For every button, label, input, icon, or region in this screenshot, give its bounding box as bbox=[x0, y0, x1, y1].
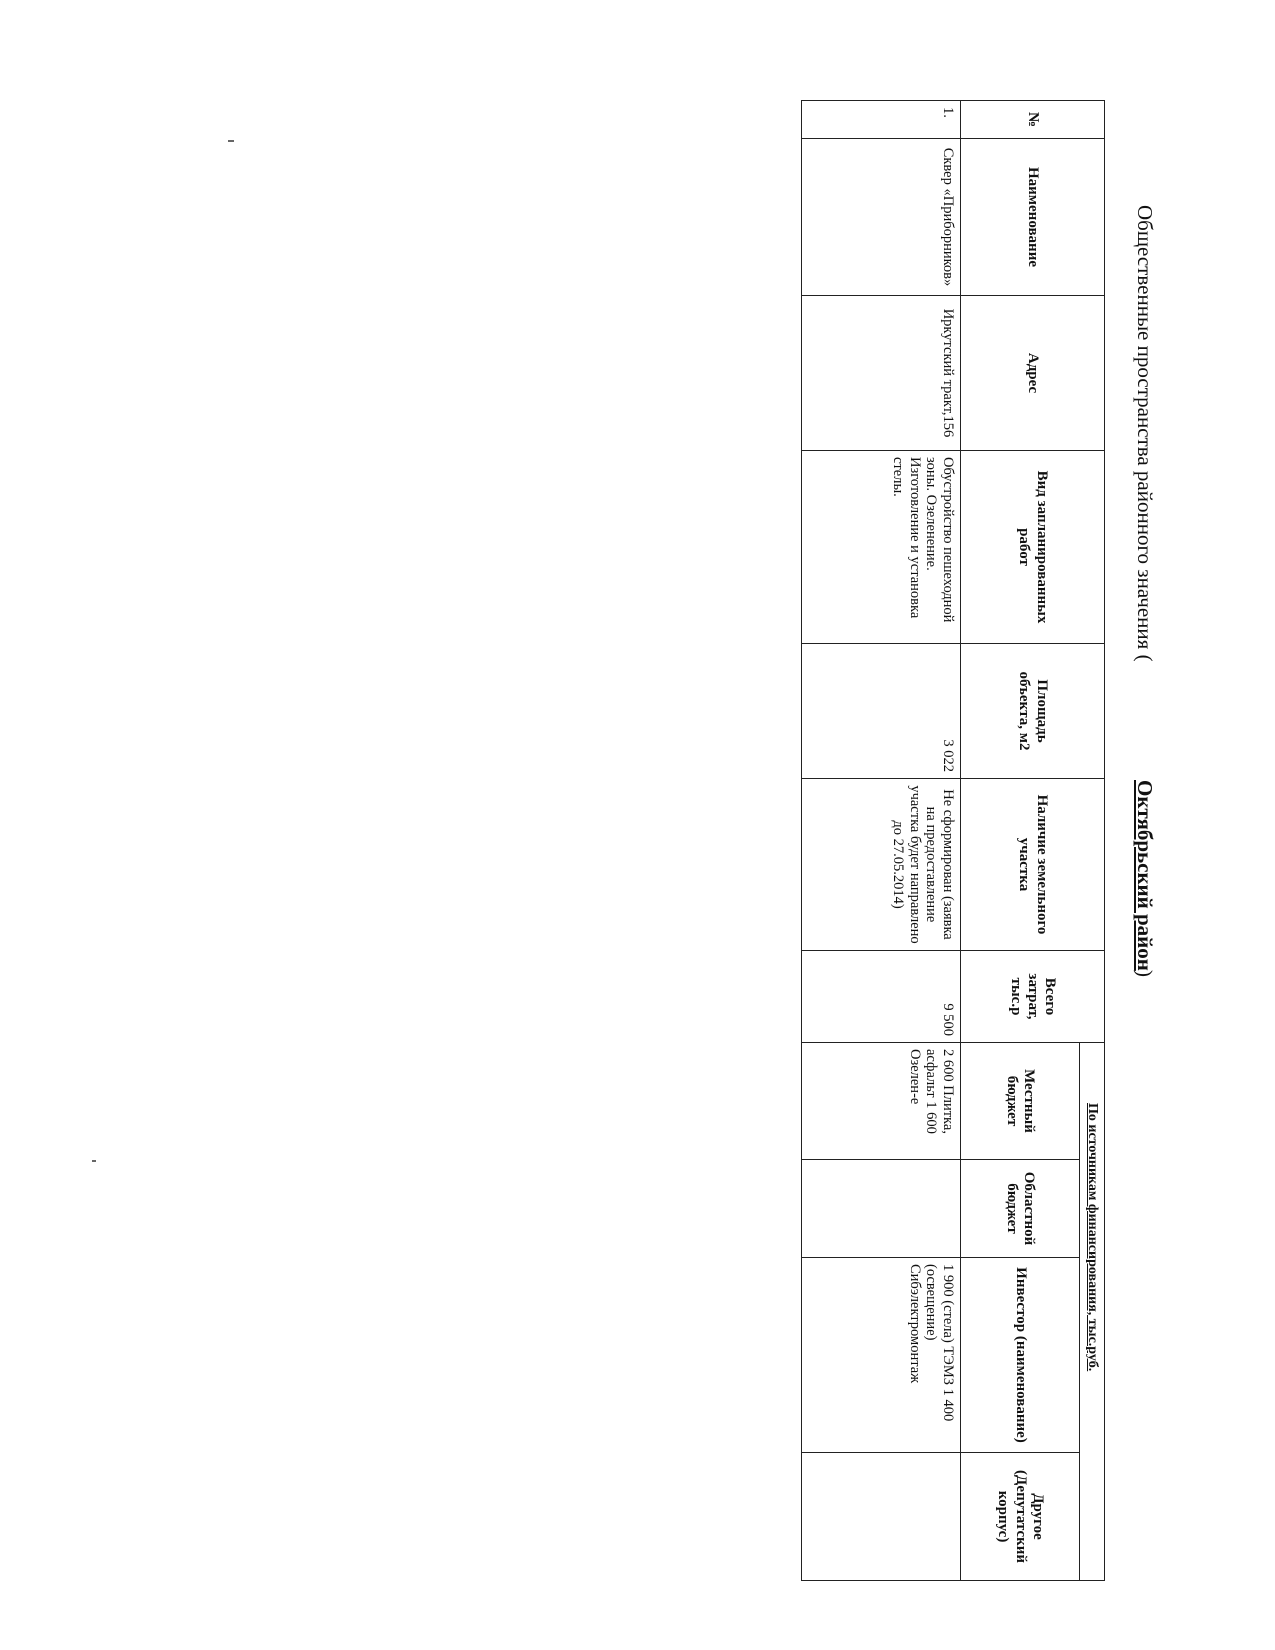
cell-regional bbox=[801, 1160, 960, 1258]
cell-land: Не сформирован (заявка на предоставление участка будет направлено до 27.05.2014) bbox=[801, 779, 960, 951]
header-address: Адрес bbox=[960, 296, 1104, 451]
cell-local: 2 600 Плитка, асфальт 1 600 Озелен-е bbox=[801, 1043, 960, 1160]
cell-total: 9 500 bbox=[801, 951, 960, 1043]
title-district: Октябрьский район bbox=[1133, 780, 1157, 971]
title-main: Общественные пространства районного значения ( bbox=[1133, 205, 1157, 662]
header-row-1 bbox=[1079, 101, 1104, 1581]
header-land: Наличие земельного участка bbox=[960, 779, 1104, 951]
objects-table bbox=[801, 100, 1105, 1581]
cell-address: Иркутский тракт,156 bbox=[801, 296, 960, 451]
cell-name: Сквер «Приборников» bbox=[801, 139, 960, 296]
header-other: Другое (Депутатский корпус) bbox=[960, 1453, 1079, 1581]
header-area: Площадь объекта, м2 bbox=[960, 644, 1104, 779]
header-name: Наименование bbox=[960, 139, 1104, 296]
title-close: ) bbox=[1133, 970, 1157, 977]
header-funding-group: По источникам финансирования, тыс.руб. bbox=[1079, 1043, 1104, 1581]
header-local: Местный бюджет bbox=[960, 1043, 1079, 1160]
header-regional: Областной бюджет bbox=[960, 1160, 1079, 1258]
header-num: № bbox=[960, 101, 1104, 139]
cell-investor: 1 900 (стела) ТЭМЗ 1 400 (освещение) Сибэлектромонтаж bbox=[801, 1258, 960, 1453]
header-investor: Инвестор (наименование) bbox=[960, 1258, 1079, 1453]
cell-num: 1. bbox=[801, 101, 960, 139]
table-row bbox=[801, 101, 960, 1581]
header-works: Вид запланированных работ bbox=[960, 451, 1104, 644]
cell-other bbox=[801, 1453, 960, 1581]
cell-works: Обустройство пешеходной зоны. Озеленение. Изготовление и установка стелы. bbox=[801, 451, 960, 644]
header-total: Всего затрат, тыс.р bbox=[960, 951, 1104, 1043]
cell-area: 3 022 bbox=[801, 644, 960, 779]
